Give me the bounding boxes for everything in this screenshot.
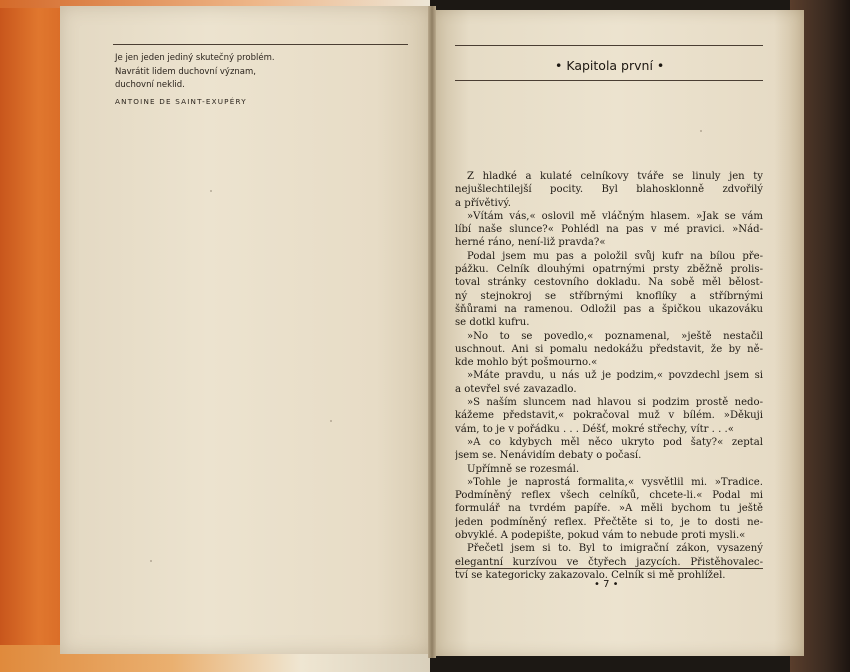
left-top-rule	[113, 44, 408, 45]
text-line: toval stránky cestovního dokladu. Na sobě měl bělost-	[455, 277, 763, 289]
text-line: tví se kategoricky zakazovalo. Celník si mě prohlížel.	[455, 569, 726, 581]
text-line: pážku. Celník dlouhými opatrnými prsty zběžně prolis-	[455, 264, 763, 276]
text-line: vám, to je v pořádku . . . Déšť, mokré střechy, vítr . . .«	[455, 423, 734, 435]
text-line: a přívětivý.	[455, 197, 511, 209]
chapter-body-text	[455, 170, 763, 582]
text-line: »Máte pravdu, u nás už je podzim,« povzdechl jsem si	[467, 370, 763, 382]
book-gutter	[428, 6, 436, 658]
text-line: Z hladké a kulaté celníkovy tváře se linuly jen ty	[467, 171, 763, 182]
text-line: jeden podmíněný reflex. Přečtěte si to, je to dosti ne-	[455, 516, 763, 528]
text-line: jsem se. Nenávidím debaty o počasí.	[455, 450, 642, 462]
text-line: šňůrami na ramenou. Odložil pas a špičkou ukazováku	[455, 303, 763, 315]
epigraph-author: ANTOINE DE SAINT-EXUPÉRY	[115, 96, 247, 106]
text-line: »A co kdybych měl něco ukryto pod šaty?« zeptal	[467, 436, 763, 448]
text-line: elegantní kurzívou ve čtyřech jazycích. Přistěhovalec-	[455, 556, 763, 568]
chapter-rule	[455, 80, 763, 81]
text-line: »S naším sluncem nad hlavou si podzim prostě nedo-	[467, 397, 763, 409]
text-line: »No to se povedlo,« poznamenal, »ještě nestačil	[467, 330, 763, 342]
text-line: Podal jsem mu pas a položil svůj kufr na bílou pře-	[467, 250, 763, 262]
text-line: herné ráno, není-liž pravda?«	[455, 237, 606, 249]
text-line: se dotkl kufru.	[455, 317, 530, 329]
text-line: kážeme představit,« pokračoval muž v bílém. »Děkuji	[455, 410, 763, 422]
text-line: Přečetl jsem si to. Byl to imigrační zákon, vysazený	[467, 543, 763, 555]
text-line: uschnout. Ani si pomalu nedokážu představit, že by ně-	[455, 343, 763, 355]
bottom-rule	[455, 568, 763, 569]
text-line: a otevřel své zavazadlo.	[455, 383, 577, 395]
text-line: nejušlechtilejší pocity. Byl blahosklonně zdvořilý	[455, 184, 763, 196]
text-line: kde mohlo být pošmourno.«	[455, 357, 598, 369]
epigraph	[115, 52, 415, 108]
text-line: obvyklé. A podepište, pokud vám to nebude proti mysli.«	[455, 530, 746, 542]
epigraph-line: Navrátit lidem duchovní význam,	[115, 66, 256, 77]
epigraph-line: Je jen jeden jediný skutečný problém.	[115, 53, 275, 63]
right-top-rule	[455, 45, 763, 46]
epigraph-line: duchovní neklid.	[115, 80, 185, 90]
text-line: formulář na tvrdém papíře. »A měli bychom tu ještě	[455, 503, 763, 515]
text-line: Upřímně se rozesmál.	[467, 463, 580, 475]
chapter-title: • Kapitola první •	[555, 58, 665, 73]
text-line: »Vítám vás,« oslovil mě vláčným hlasem. »Jak se vám	[467, 210, 763, 222]
text-line: ný stejnokroj se stříbrnými knoflíky a stříbrnými	[455, 290, 763, 302]
text-line: Podmíněný reflex všech celníků, chcete-li.« Podal mi	[455, 490, 763, 502]
text-line: »Tohle je naprostá formalita,« vysvětlil mi. »Tradice.	[467, 476, 763, 488]
page-number: • 7 •	[594, 579, 619, 590]
text-line: líbí naše slunce?« Pohlédl na pas v mé pravici. »Nád-	[455, 224, 763, 236]
